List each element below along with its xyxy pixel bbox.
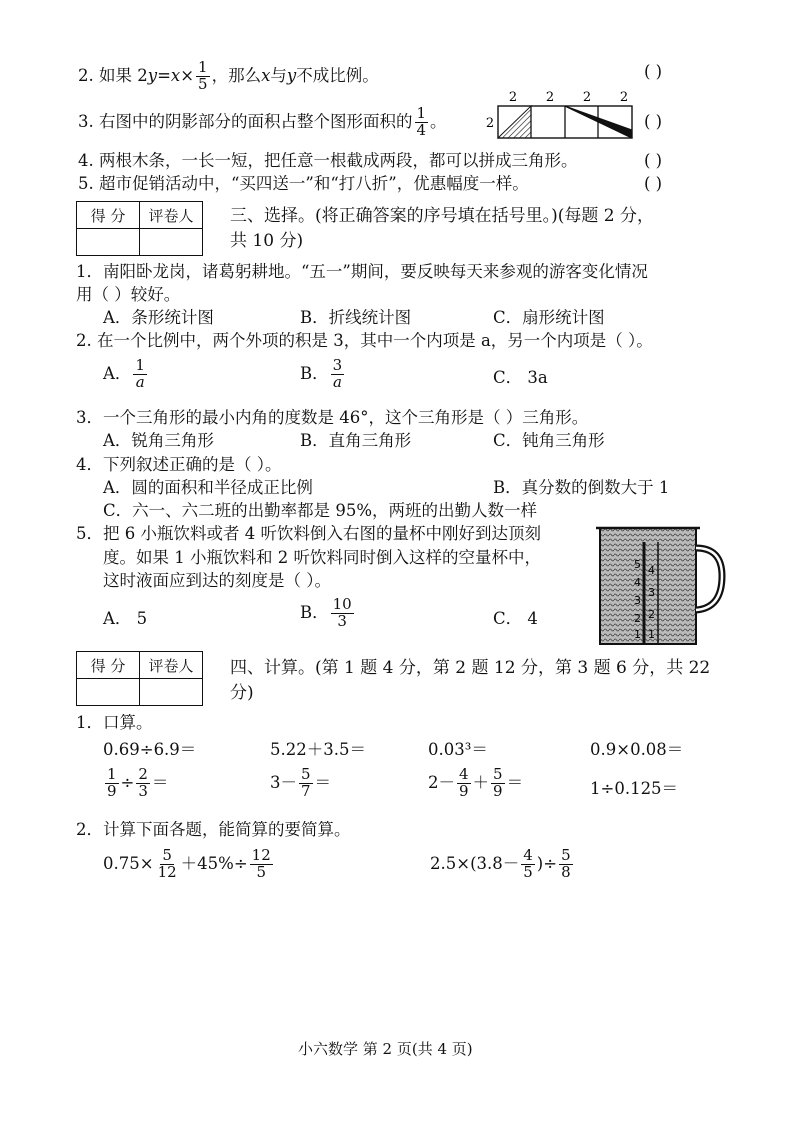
svg-text:1: 1 — [648, 628, 655, 641]
grader-label: 评卷人 — [140, 202, 203, 229]
calc-expression: 2.5×(3.8－ $\frac{4}{5}$ )÷ $\frac{5}{8}$ — [430, 846, 571, 881]
score-label: 得 分 — [77, 202, 140, 229]
option-c[interactable]: C．扇形统计图 — [493, 308, 605, 327]
calc-label: 2．计算下面各题，能简算的要简算。 — [76, 820, 351, 839]
option-a[interactable]: A．锐角三角形 — [103, 431, 214, 450]
judge-q3: 3. 右图中的阴影部分的面积占整个图形面积的 $\frac{1}{4}$ 。 — [78, 104, 447, 139]
oral-calc-label: 1．口算。 — [76, 713, 153, 732]
option-b[interactable]: B．折线统计图 — [300, 308, 412, 327]
option-a[interactable]: A．圆的面积和半径成正比例 — [103, 478, 313, 497]
s3-q5-line2: 度。如果 1 小瓶饮料和 2 听饮料同时倒入这样的空量杯中， — [103, 548, 541, 567]
option-a[interactable]: A．条形统计图 — [103, 308, 214, 327]
fig-top-label: 2 — [582, 90, 592, 105]
option-a[interactable]: A． 5 — [103, 609, 148, 628]
score-label: 得 分 — [77, 652, 140, 679]
option-b[interactable]: B． $\frac{10}{3}$ — [300, 595, 352, 630]
s3-q2: 2. 在一个比例中，两个外项的积是 3，其中一个内项是 a，另一个内项是（ ）。 — [76, 331, 653, 350]
answer-paren[interactable]: ( ) — [644, 174, 663, 193]
calc-expression: 0.75× $\frac{5}{12}$ ＋45%÷ $\frac{12}{5}$ — [103, 846, 271, 881]
option-b[interactable]: B．真分数的倒数大于 1 — [493, 478, 670, 497]
oral-calc-item: $\frac{1}{9}$ ÷ $\frac{2}{3}$ ＝ — [107, 765, 169, 800]
grader-label: 评卷人 — [140, 652, 203, 679]
s3-q4: 4．下列叙述正确的是（ ）。 — [76, 455, 282, 474]
grader-cell[interactable] — [140, 229, 203, 256]
fraction-one-fifth: $\frac{1}{5}$ — [198, 58, 208, 93]
fig-top-label: 2 — [545, 90, 555, 105]
section3-title-cont: 共 10 分) — [230, 231, 304, 251]
svg-text:1: 1 — [634, 628, 641, 641]
oral-calc-item: 0.9×0.08＝ — [590, 740, 684, 759]
oral-calc-item: 2－ $\frac{4}{9}$ ＋ $\frac{5}{9}$ ＝ — [428, 765, 524, 800]
page-footer: 小六数学 第 2 页(共 4 页) — [298, 1040, 473, 1058]
svg-text:2: 2 — [648, 608, 655, 621]
judge-q4: 4. 两根木条，一长一短，把任意一根截成两段，都可以拼成三角形。 — [78, 151, 578, 170]
svg-text:4: 4 — [648, 564, 655, 577]
answer-paren[interactable]: ( ) — [644, 112, 663, 131]
judge-q2: 2. 如果 2y=x× $\frac{1}{5}$ ，那么x与y不成比例。 — [78, 58, 379, 93]
answer-paren[interactable]: ( ) — [644, 62, 663, 81]
oral-calc-item: 5.22＋3.5＝ — [270, 740, 366, 759]
oral-calc-item: 0.69÷6.9＝ — [103, 740, 197, 759]
fig-top-label: 2 — [619, 90, 629, 105]
option-c[interactable]: C．钝角三角形 — [493, 431, 605, 450]
score-cell[interactable] — [77, 679, 140, 706]
fraction-one-quarter: $\frac{1}{4}$ — [416, 104, 427, 139]
grader-cell[interactable] — [140, 679, 203, 706]
option-c[interactable]: C．六一、六二班的出勤率都是 95%，两班的出勤人数一样 — [103, 501, 538, 520]
option-c[interactable]: C． 3a — [493, 368, 548, 387]
option-a[interactable]: A． $\frac{1}{a}$ — [103, 356, 145, 391]
s3-q1-line2: 用（ ）较好。 — [76, 285, 181, 304]
score-cell[interactable] — [77, 229, 140, 256]
s3-q5-line3: 这时液面应到达的刻度是（ ）。 — [103, 571, 331, 590]
section4-title-cont: 分) — [230, 683, 254, 703]
score-box — [76, 651, 203, 706]
svg-text:2: 2 — [634, 612, 641, 625]
svg-text:3: 3 — [634, 594, 641, 607]
s3-q5-line1: 5．把 6 小瓶饮料或者 4 听饮料倒入右图的量杯中刚好到达顶刻 — [76, 524, 541, 543]
section4-title: 四、计算。(第 1 题 4 分，第 2 题 12 分，第 3 题 6 分，共 22 — [230, 658, 711, 678]
section3-title: 三、选择。(将正确答案的序号填在括号里。)(每题 2 分， — [230, 206, 655, 226]
judge-q5: 5. 超市促销活动中，“买四送一”和“打八折”，优惠幅度一样。 — [78, 174, 529, 193]
shaded-area-figure — [484, 88, 634, 140]
svg-text:5: 5 — [634, 558, 641, 571]
s3-q3: 3．一个三角形的最小内角的度数是 46°，这个三角形是（ ）三角形。 — [76, 408, 589, 427]
option-b[interactable]: B． $\frac{3}{a}$ — [300, 356, 343, 391]
score-box — [76, 201, 203, 256]
measuring-cup-figure — [594, 518, 726, 648]
svg-text:4: 4 — [634, 576, 641, 589]
s3-q1-line1: 1．南阳卧龙岗，诸葛躬耕地。“五一”期间，要反映每天来参观的游客变化情况 — [76, 262, 648, 281]
fig-top-label: 2 — [508, 90, 518, 105]
fig-side-label: 2 — [485, 116, 495, 131]
answer-paren[interactable]: ( ) — [644, 151, 663, 170]
oral-calc-item: 0.03³＝ — [428, 740, 488, 759]
option-b[interactable]: B．直角三角形 — [300, 431, 412, 450]
svg-text:3: 3 — [648, 586, 655, 599]
oral-calc-item: 1÷0.125＝ — [590, 779, 679, 798]
option-c[interactable]: C． 4 — [493, 609, 538, 628]
oral-calc-item: 3－ $\frac{5}{7}$ ＝ — [270, 765, 332, 800]
